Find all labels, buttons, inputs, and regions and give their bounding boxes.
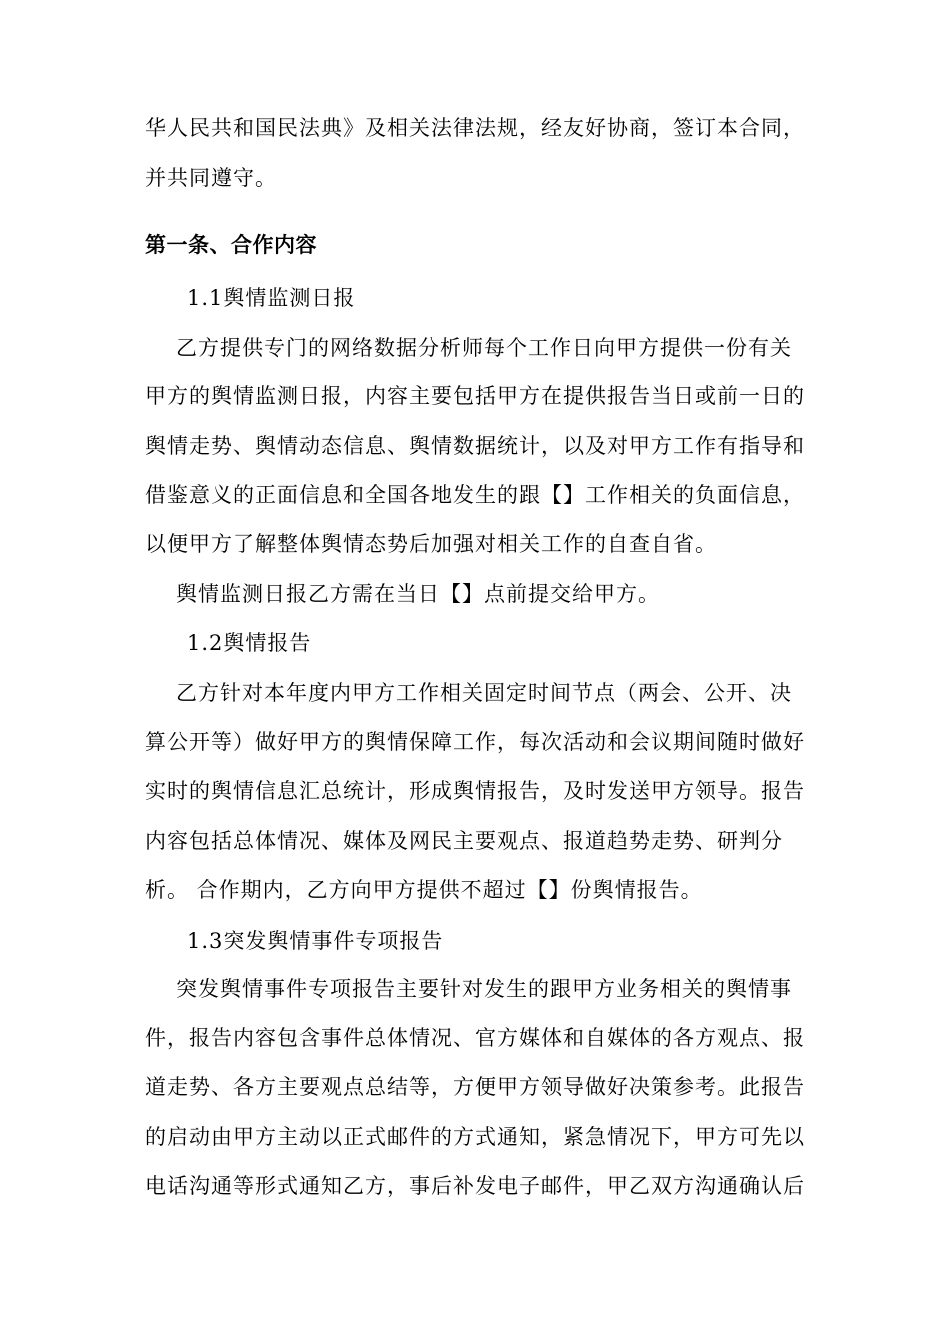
section-1-2-title: 1.2舆情报告 [187, 631, 312, 655]
section-1-2-line-1: 乙方针对本年度内甲方工作相关固定时间节点（两会、公开、决 [176, 681, 792, 705]
section-1-3-line-1: 突发舆情事件专项报告主要针对发生的跟甲方业务相关的舆情事 [176, 977, 792, 1001]
section-1-1-line-1: 乙方提供专门的网络数据分析师每个工作日向甲方提供一份有关 [176, 336, 792, 360]
intro-line-2: 并共同遵守。 [145, 166, 277, 190]
section-1-1-line-4: 借鉴意义的正面信息和全国各地发生的跟【】工作相关的负面信息， [145, 483, 805, 507]
section-1-1-line-2: 甲方的舆情监测日报，内容主要包括甲方在提供报告当日或前一日的 [145, 384, 805, 408]
section-1-2-line-5: 析。 合作期内，乙方向甲方提供不超过【】份舆情报告。 [145, 878, 703, 902]
section-1-2-line-3: 实时的舆情信息汇总统计，形成舆情报告，及时发送甲方领导。报告 [145, 779, 805, 803]
section-1-3-line-5: 电话沟通等形式通知乙方，事后补发电子邮件，甲乙双方沟通确认后 [145, 1174, 805, 1198]
section-1-2-line-4: 内容包括总体情况、媒体及网民主要观点、报道趋势走势、研判分 [145, 829, 783, 853]
section-1-1-line-3: 舆情走势、舆情动态信息、舆情数据统计，以及对甲方工作有指导和 [145, 434, 805, 458]
section-1-3-line-2: 件，报告内容包含事件总体情况、官方媒体和自媒体的各方观点、报 [145, 1026, 805, 1050]
section-1-1-title: 1.1舆情监测日报 [187, 286, 356, 310]
section-1-1-line-5: 以便甲方了解整体舆情态势后加强对相关工作的自查自省。 [145, 532, 717, 556]
section-1-3-line-3: 道走势、各方主要观点总结等，方便甲方领导做好决策参考。此报告 [145, 1075, 805, 1099]
section-1-3-line-4: 的启动由甲方主动以正式邮件的方式通知，紧急情况下，甲方可先以 [145, 1125, 805, 1149]
intro-line-1: 华人民共和国民法典》及相关法律法规，经友好协商，签订本合同， [145, 116, 805, 140]
article-1-heading: 第一条、合作内容 [145, 233, 317, 257]
section-1-2-line-2: 算公开等）做好甲方的舆情保障工作，每次活动和会议期间随时做好 [145, 730, 805, 754]
section-1-1-para-2: 舆情监测日报乙方需在当日【】点前提交给甲方。 [176, 582, 660, 606]
section-1-3-title: 1.3突发舆情事件专项报告 [187, 929, 444, 953]
